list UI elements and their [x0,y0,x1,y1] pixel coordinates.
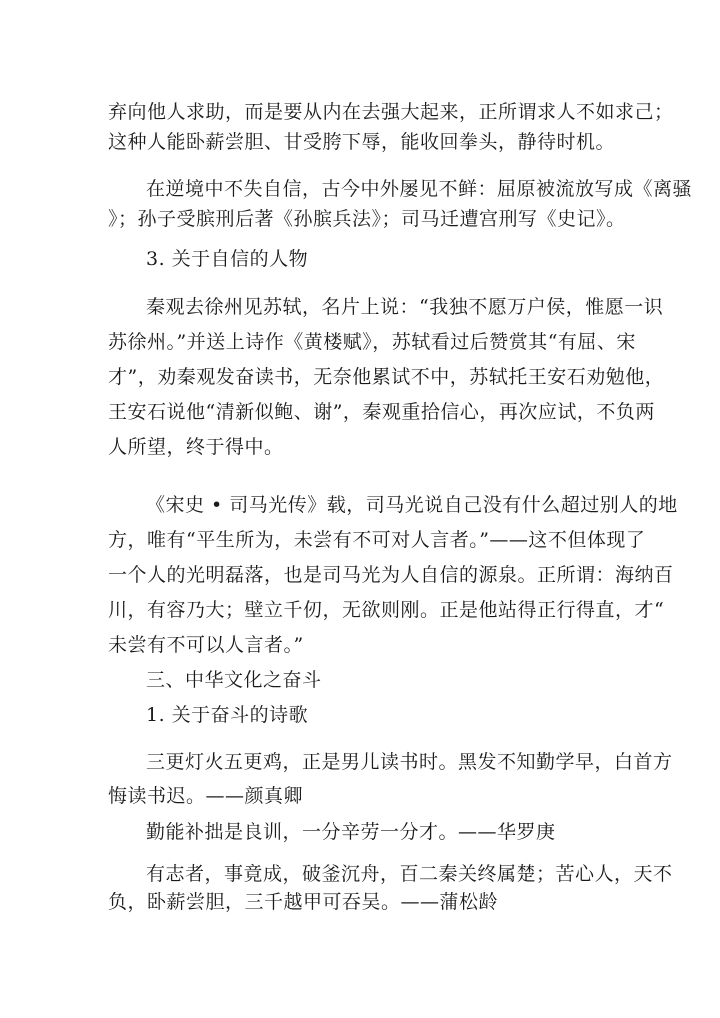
paragraph-line: 三更灯火五更鸡，正是男儿读书时。黑发不知勤学早，白首方 [146,751,673,773]
paragraph-line: 王安石说他“清新似鲍、谢”，秦观重拾信心，再次应试，不负两 [108,401,655,423]
paragraph-line: 负，卧薪尝胆，三千越甲可吞吴。——蒲松龄 [108,891,499,913]
paragraph-line: 勤能补拙是良训，一分辛劳一分才。——华罗庚 [146,821,556,843]
paragraph-line: 苏徐州。”并送上诗作《黄楼赋》，苏轼看过后赞赏其“有屈、宋 [108,331,636,353]
paragraph-line: 秦观去徐州见苏轼，名片上说：“我独不愿万户侯，惟愿一识 [146,296,664,318]
paragraph-line: 》；孙子受膑刑后著《孙膑兵法》；司马迁遭宫刑写《史记》。 [108,208,626,230]
paragraph-line: 人所望，终于得中。 [108,436,284,458]
chapter-heading: 三、中华文化之奋斗 [146,669,322,691]
paragraph-line: 在逆境中不失自信，古今中外屡见不鲜：屈原被流放写成《离骚 [146,178,693,200]
paragraph-line: 才”，劝秦观发奋读书，无奈他累试不中，苏轼托王安石劝勉他， [108,366,665,388]
paragraph-line: 一个人的光明磊落，也是司马光为人自信的源泉。正所谓：海纳百 [108,564,674,586]
paragraph-line: 方，唯有“平生所为，未尝有不可对人言者。”——这不但体现了 [108,529,646,551]
paragraph-line: 川，有容乃大；壁立千仞，无欲则刚。正是他站得正行得直，才“ [108,599,665,621]
section-heading: 1. 关于奋斗的诗歌 [146,704,309,726]
paragraph-line: 这种人能卧薪尝胆、甘受胯下辱，能收回拳头，静待时机。 [108,131,616,153]
paragraph-line: 弃向他人求助，而是要从内在去强大起来，正所谓求人不如求己； [108,101,674,123]
paragraph-line: 未尝有不可以人言者。” [108,634,304,656]
paragraph-line: 有志者，事竟成，破釜沉舟，百二秦关终属楚；苦心人，天不 [146,863,673,885]
paragraph-line: 悔读书迟。——颜真卿 [108,785,304,807]
paragraph-line: 《宋史 • 司马光传》载，司马光说自己没有什么超过别人的地 [146,494,678,516]
section-heading: 3. 关于自信的人物 [146,248,309,270]
